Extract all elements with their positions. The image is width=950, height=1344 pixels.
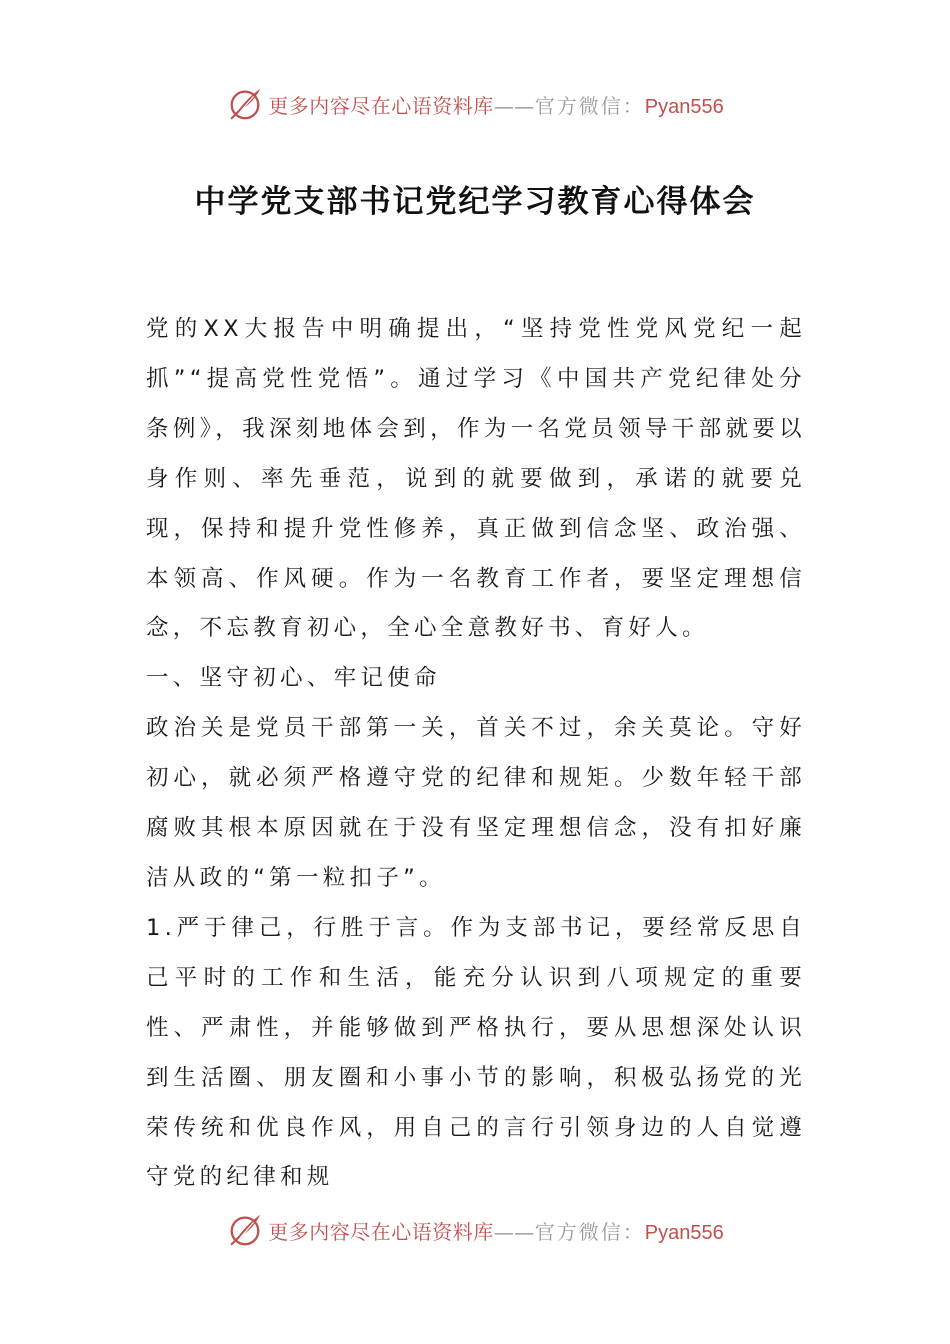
- watermark-prefix: 更多内容尽在心语资料库: [268, 1219, 494, 1244]
- watermark-wechat-id: Pyan556: [644, 95, 724, 118]
- document-body: [146, 305, 806, 1203]
- section-heading-1: 一、坚守初心、牢记使命: [146, 665, 441, 692]
- feather-pen-logo-icon: [226, 1211, 264, 1249]
- paragraph-section-1: 政治关是党员干部第一关，首关不过，余关莫论。守好初心，就必须严格遵守党的纪律和规矩。少数年轻干部腐败其根本原因就在于没有坚定理想信念，没有扣好廉洁从政的“第一粒扣子”。: [146, 715, 806, 891]
- watermark-dash: ——: [493, 1219, 535, 1244]
- watermark-text: [268, 1216, 723, 1245]
- paragraph-point-1: 1.严于律己，行胜于言。作为支部书记，要经常反思自己平时的工作和生活，能充分认识到八项规定的重要性、严肃性，并能够做到严格执行，要从思想深处认识到生活圈、朋友圈和小事小节的影响，积极弘扬党的光荣传统和优良作风，用自己的言行引领身边的人自觉遵守党的纪律和规: [146, 914, 806, 1191]
- paragraph-intro: 党的XX大报告中明确提出，“坚持党性党风党纪一起抓”“提高党性党悟”。通过学习《中国共产党纪律处分条例》，我深刻地体会到，作为一名党员领导干部就要以身作则、率先垂范，说到的就要做到，承诺的就要兑现，保持和提升党性修养，真正做到信念坚、政治强、本领高、作风硬。作为一名教育工作者，要坚定理想信念，不忘教育初心，全心全意教好书、育好人。: [146, 316, 806, 642]
- watermark-wechat-label: 官方微信：: [534, 1219, 645, 1244]
- watermark-text: [268, 90, 723, 119]
- feather-pen-logo-icon: [226, 85, 264, 123]
- watermark-banner-top: [0, 82, 950, 126]
- watermark-banner-bottom: [0, 1208, 950, 1252]
- watermark-wechat-label: 官方微信：: [534, 93, 645, 118]
- watermark-wechat-id: Pyan556: [644, 1221, 724, 1244]
- watermark-prefix: 更多内容尽在心语资料库: [268, 93, 494, 118]
- document-title: 中学党支部书记党纪学习教育心得体会: [194, 184, 756, 220]
- watermark-dash: ——: [493, 93, 535, 118]
